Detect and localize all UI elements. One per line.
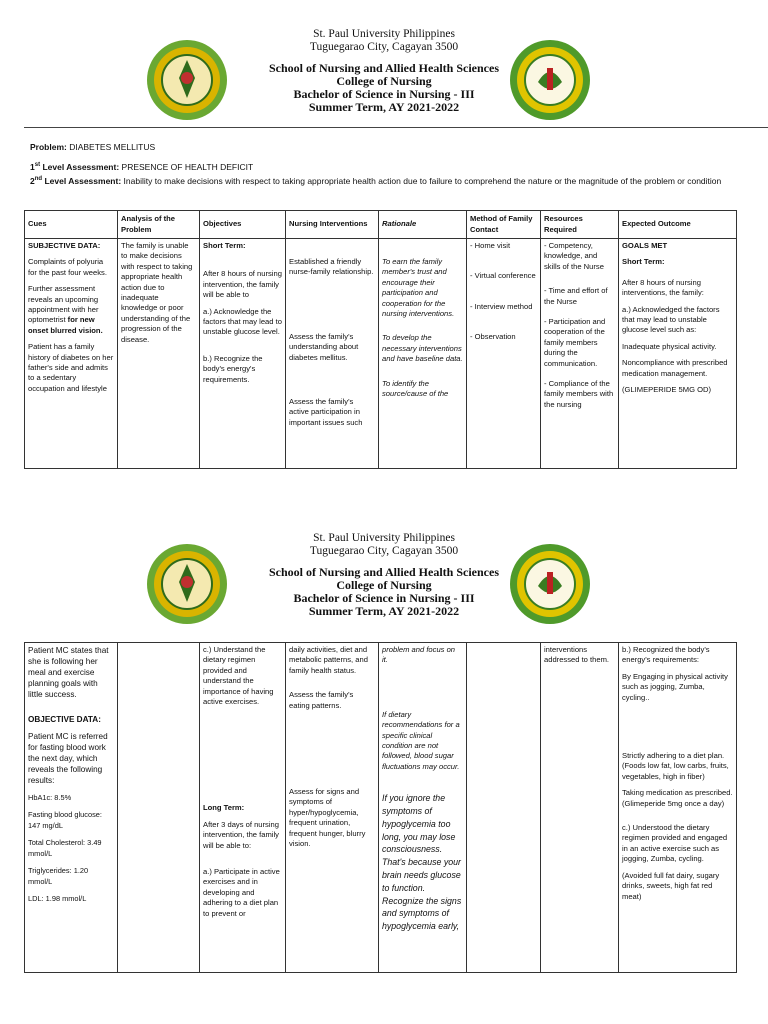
intervention-daily-activities: daily activities, diet and metabolic patterns, and family health status. — [289, 645, 368, 675]
program-name: Bachelor of Science in Nursing - III — [293, 591, 475, 605]
second-level-label: Level Assessment: — [44, 175, 122, 186]
outcome-cell-continued — [619, 643, 737, 973]
objective-data-heading: OBJECTIVE DATA: — [28, 715, 101, 724]
cues-cell-continued — [25, 643, 118, 973]
care-plan-table-page1 — [24, 210, 737, 469]
goals-met-heading: GOALS MET — [622, 241, 668, 250]
objective-a: a.) Acknowledge the factors that may lead to unstable glucose level. — [203, 306, 282, 337]
header-divider — [24, 127, 768, 128]
outcome-physical-activity: By Engaging in physical activity such as jogging, Zumba, cycling.. — [622, 671, 728, 702]
rationale-cell — [379, 239, 467, 469]
university-name: St. Paul University Philippines — [313, 28, 455, 40]
program-name: Bachelor of Science in Nursing - III — [293, 87, 475, 101]
care-plan-table-page2 — [24, 642, 737, 973]
method-cell — [467, 239, 541, 469]
lab-total-cholesterol: Total Cholesterol: 3.49 mmol/L — [28, 838, 102, 858]
outcome-inactivity: Inadequate physical activity. — [622, 341, 717, 351]
outcome-taking-medication: Taking medication as prescribed. (Glimeperide 5mg once a day) — [622, 788, 733, 808]
lab-ldl: LDL: 1.98 mmol/L — [28, 894, 87, 903]
col-header-rationale: Rationale — [379, 211, 467, 239]
cues-cell — [25, 239, 118, 469]
long-term-intro: After 3 days of nursing intervention, the family will be able to: — [203, 819, 279, 850]
outcome-short-term: Short Term: — [622, 257, 665, 267]
outcome-c: c.) Understood the dietary regimen provided and engaged in an active exercise such as jogging, Zumba, cycling. — [622, 823, 728, 864]
outcome-cell — [619, 239, 737, 469]
intervention-1: Established a friendly nurse-family relationship. — [289, 257, 374, 277]
university-address: Tuguegarao City, Cagayan 3500 — [309, 41, 459, 53]
second-level-sup: nd — [34, 175, 43, 182]
outcome-b: b.) Recognized the body's energy's requirements: — [622, 645, 710, 665]
objective-c: c.) Understand the dietary regimen provided and understand the importance of having active exercises. — [203, 645, 274, 707]
resources-cell — [541, 239, 619, 469]
col-header-objectives: Objectives — [200, 211, 286, 239]
page1-header — [0, 28, 768, 128]
rationale-1: To earn the family member's trust and encourage their participation and cooperation for the nursing interventions. — [382, 257, 455, 319]
outcome-a: a.) Acknowledged the factors that may lead to unstable glucose level such as: — [622, 304, 720, 335]
problem-label: Problem: — [30, 142, 67, 152]
rationale-dietary: If dietary recommendations for a specific clinical condition are not followed, blood sugar fluctuations may occur. — [382, 709, 460, 771]
objectives-cell — [200, 239, 286, 469]
rationale-hypoglycemia: If you ignore the symptoms of hypoglycemia too long, you may lose consciousness. That's because your brain needs glucose to function. Recognize the signs and symptoms of hypoglycemia early, — [382, 793, 462, 932]
school-name: School of Nursing and Allied Health Sciences — [268, 61, 500, 75]
method-home-visit: - Home visit — [470, 241, 511, 250]
objective-b: b.) Recognize the body's energy's requirements. — [203, 353, 263, 384]
problem-statement — [30, 141, 750, 193]
outcome-avoided-foods: (Avoided full fat dairy, sugary drinks, sweets, high fat red meat) — [622, 870, 720, 901]
outcome-medication: (GLIMEPERIDE 5MG OD) — [622, 385, 712, 395]
analysis-cell — [118, 239, 200, 469]
method-cell-continued — [467, 643, 541, 973]
col-header-interventions: Nursing Interventions — [286, 211, 379, 239]
academic-term: Summer Term, AY 2021-2022 — [308, 604, 460, 618]
resource-competency: - Competency, knowledge, and skills of the Nurse — [544, 241, 604, 271]
resource-compliance: - Compliance of the family members with the nursing — [544, 379, 614, 409]
interventions-cell-continued — [286, 643, 379, 973]
col-header-analysis: Analysis of the Problem — [118, 211, 200, 239]
first-level-label: Level Assessment: — [42, 161, 120, 172]
university-address: Tuguegarao City, Cagayan 3500 — [309, 545, 459, 557]
cue-meal-exercise: Patient MC states that she is following her meal and exercise planning goals with little success. — [28, 646, 109, 699]
col-header-outcome: Expected Outcome — [619, 211, 737, 239]
page2-header — [0, 532, 768, 632]
problem-value: DIABETES MELLITUS — [69, 142, 156, 152]
cue-family-history: Patient has a family history of diabetes on her father's side and admits to a sedentary occupation and lifestyle — [28, 342, 114, 393]
col-header-resources: Resources Required — [541, 211, 619, 239]
rationale-cell-continued — [379, 643, 467, 973]
col-header-cues: Cues — [25, 211, 118, 239]
long-term-heading: Long Term: — [203, 803, 245, 813]
cue-blood-work: Patient MC is referred for fasting blood work the next day, which reveals the following results: — [28, 732, 108, 785]
method-observation: - Observation — [470, 332, 516, 342]
method-interview: - Interview method — [470, 301, 533, 311]
rationale-focus: problem and focus on it. — [382, 645, 456, 665]
analysis-cell-continued — [118, 643, 200, 973]
lab-triglycerides: Triglycerides: 1.20 mmol/L — [28, 866, 89, 886]
resource-interventions: interventions addressed to them. — [544, 645, 610, 665]
college-name: College of Nursing — [336, 74, 432, 88]
resources-cell-continued — [541, 643, 619, 973]
long-term-a: a.) Participate in active exercises and in developing and adhering to a diet plan to prevent or — [203, 867, 280, 918]
analysis-text: The family is unable to make decisions with respect to taking appropriate health action due to inadequate knowledge or poor understanding of the progression of the disease. — [121, 241, 193, 344]
resource-time: - Time and effort of the Nurse — [544, 286, 608, 306]
cue-optometrist: Further assessment reveals an upcoming appointment with her optometrist for new onset blurred vision. — [28, 284, 103, 335]
intervention-3: Assess the family's active participation in important issues such — [289, 397, 363, 427]
outcome-diet-plan: Strictly adhering to a diet plan. (Foods low fat, low carbs, fruits, vegetables, high in fiber) — [622, 751, 729, 781]
first-level-value: PRESENCE OF HEALTH DEFICIT — [121, 161, 254, 172]
university-name: St. Paul University Philippines — [313, 532, 455, 544]
outcome-noncompliance: Noncompliance with prescribed medication management. — [622, 358, 728, 378]
intervention-signs-symptoms: Assess for signs and symptoms of hyper/hypoglycemia, frequent urination, frequent hunger, blurry vision. — [289, 787, 366, 849]
academic-term: Summer Term, AY 2021-2022 — [308, 100, 460, 114]
col-header-method: Method of Family Contact — [467, 211, 541, 239]
objective-intro: After 8 hours of nursing intervention, the family will be able to — [203, 269, 282, 300]
rationale-3: To identify the source/cause of the — [382, 378, 449, 399]
first-level-sup: st — [34, 162, 41, 168]
outcome-intro: After 8 hours of nursing interventions, the family: — [622, 277, 704, 298]
second-level-value: Inability to make decisions with respect to taking appropriate health action due to failure to comprehend the nature or the magnitude of the problem or condition — [123, 175, 722, 186]
subjective-data-heading: SUBJECTIVE DATA: — [28, 241, 101, 250]
method-virtual-conference: - Virtual conference — [470, 271, 536, 281]
intervention-2: Assess the family's understanding about diabetes mellitus. — [289, 331, 359, 362]
objectives-cell-continued — [200, 643, 286, 973]
rationale-2: To develop the necessary interventions and have baseline data. — [382, 333, 463, 364]
college-name: College of Nursing — [336, 578, 432, 592]
cue-polyuria: Complaints of polyuria for the past four weeks. — [28, 257, 107, 277]
lab-fasting-glucose: Fasting blood glucose: 147 mg/dL — [28, 810, 102, 830]
intervention-eating-patterns: Assess the family's eating patterns. — [289, 690, 354, 710]
second-level-num: 2 — [30, 175, 35, 186]
lab-hba1c: HbA1c: 8.5% — [28, 793, 72, 802]
first-level-num: 1 — [30, 161, 35, 172]
resource-participation: - Participation and cooperation of the family members during the communication. — [544, 317, 606, 368]
short-term-heading: Short Term: — [203, 241, 246, 250]
school-name: School of Nursing and Allied Health Sciences — [268, 565, 500, 579]
interventions-cell — [286, 239, 379, 469]
